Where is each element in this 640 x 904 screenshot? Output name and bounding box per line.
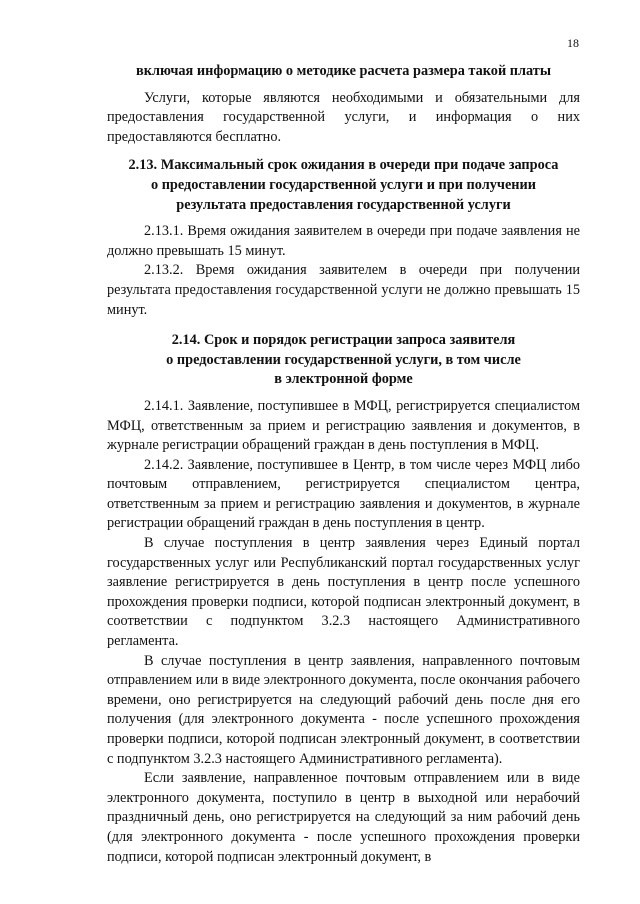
section-2-13-title-line: результата предоставления государственной услуги <box>176 196 511 213</box>
paragraph-portal-registration: В случае поступления в центр заявления через Единый портал государственных услуг или Республиканский портал государственных услуг заявление регистрируется в день поступления в центр после успешного прохождения проверки подписи, которой подписан электронный документ, в соответствии с подпунктом 3.2.3 настоящего Административного регламента. <box>107 535 580 650</box>
section-2-14-title-line: о предоставлении государственной услуги, в том числе <box>166 351 521 368</box>
section-2-14-title-line: 2.14. Срок и порядок регистрации запроса заявителя <box>171 332 516 349</box>
paragraph-free-services: Услуги, которые являются необходимыми и обязательными для предоставления государственной услуги, и информация о них предоставляются бесплатно. <box>107 89 580 145</box>
paragraph-2-14-1: 2.14.1. Заявление, поступившее в МФЦ, регистрируется специалистом МФЦ, ответственным за прием и регистрацию заявления и документов, в журнале регистрации обращений граждан в день поступления в МФЦ. <box>107 397 580 454</box>
section-2-13-title-line: о предоставлении государственной услуги и при получении <box>150 176 537 193</box>
paragraph-holiday-registration: Если заявление, направленное почтовым отправлением или в виде электронного документа, поступило в центр в выходной или нерабочий праздничный день, оно регистрируется на следующий за ним рабочий день (для электронного документа - после успешного прохождения проверки подписи, которой подписан электронный документ, в <box>107 770 580 865</box>
paragraph-after-hours-registration: В случае поступления в центр заявления, направленного почтовым отправлением или в виде электронного документа, после окончания рабочего времени, оно регистрируется на следующий рабочий день после дня его получения (для электронного документа - после успешного прохождения проверки подписи, которой подписан электронный документ, в соответствии с подпунктом 3.2.3 настоящего Административного регламента). <box>107 652 580 767</box>
paragraph-2-13-1: 2.13.1. Время ожидания заявителем в очереди при подаче заявления не должно превышать 15 минут. <box>107 223 580 259</box>
section-2-14-title <box>107 331 580 390</box>
heading-fee-methodology: включая информацию о методике расчета размера такой платы <box>135 63 551 79</box>
section-2-13-title-line: 2.13. Максимальный срок ожидания в очереди при подаче запроса <box>128 157 559 174</box>
section-2-14-title-line: в электронной форме <box>274 371 413 388</box>
section-2-13-title <box>107 156 580 215</box>
document-body <box>107 62 580 867</box>
paragraph-2-14-2: 2.14.2. Заявление, поступившее в Центр, в том числе через МФЦ либо почтовым отправлением, регистрируется специалистом центра, ответственным за прием и регистрацию заявления и документов, в журнале регистрации обращений граждан в день поступления в центр. <box>107 456 580 532</box>
paragraph-2-13-2: 2.13.2. Время ожидания заявителем в очереди при получении результата предоставления государственной услуги не должно превышать 15 минут. <box>107 262 580 318</box>
page-number: 18 <box>567 36 579 50</box>
